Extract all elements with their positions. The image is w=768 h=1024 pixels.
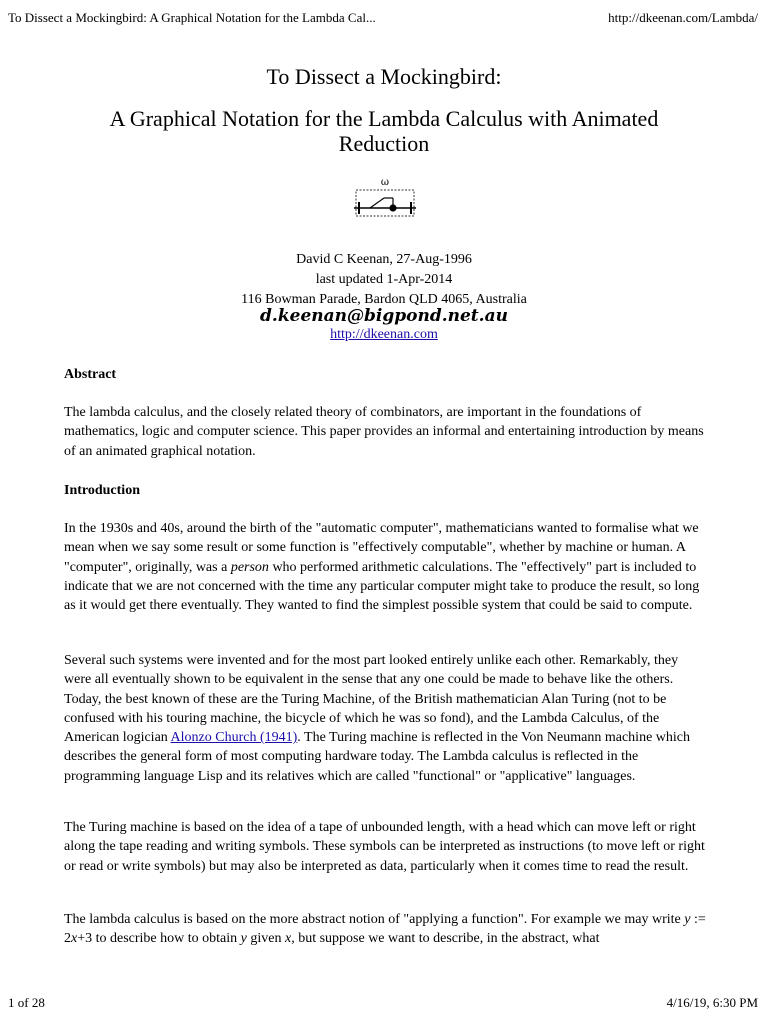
intro-paragraph-3 — [64, 818, 708, 876]
intro-p4-text-e: , but suppose we want to describe, in the abstract, what — [291, 931, 600, 947]
author-block — [0, 250, 768, 310]
intro-p3-text: The Turing machine is based on the idea of a tape of unbounded length, with a head which can move left or right along the tape reading and writing symbols. These symbols can be interpreted as instructions (to move left or right or read or write symbols) but may also be interpreted as data, particularly when it comes time to read the result. — [64, 820, 705, 874]
page-number: 1 of 28 — [8, 995, 45, 1010]
email-image: d.keenan@bigpond.net.au — [260, 306, 508, 326]
intro-p4-text-b: := 2 — [64, 912, 706, 947]
intro-p1-emphasis: person — [230, 559, 269, 575]
intro-p2-text-b: . The Turing machine is reflected in the Von Neumann machine which describes the general form of most computing hardware today. The Lambda calculus is reflected in the programming language Lisp and its relatives which are called "functional" or "applicative" languages. — [64, 730, 690, 784]
intro-p2-text-a: Several such systems were invented and for the most part looked entirely unlike each other. Remarkably, they were all eventually shown to be equivalent in the sense that any one could be made to behave like the others. Today, the best known of these are the Turing Machine, of the British mathematician Alan Turing (not to be confused with his touring machine, the bicycle of which he was so fond), and the Lambda Calculus, of the American logician — [64, 653, 679, 746]
alonzo-church-link[interactable]: Alonzo Church (1941) — [170, 730, 298, 746]
abstract-text-block — [64, 403, 708, 461]
intro-paragraph-4 — [64, 910, 708, 949]
intro-paragraph-1 — [64, 519, 708, 615]
omega-diagram — [350, 176, 420, 222]
abstract-text: The lambda calculus, and the closely related theory of combinators, are important in the foundations of mathematics, logic and computer science. This paper provides an informal and entertaining introduction by means of an animated graphical notation. — [64, 405, 704, 459]
intro-p1-text-a: In the 1930s and 40s, around the birth of the "automatic computer", mathematicians wanted to formalise what we mean when we say some result or some function is "effectively computable", whether by machine or human. A "computer", originally, was a — [64, 521, 699, 575]
intro-p4-text-a: The lambda calculus is based on the more abstract notion of "applying a function". For example we may write — [64, 912, 685, 927]
author-line: David C Keenan, 27-Aug-1996 — [296, 252, 472, 267]
intro-p4-var-x: x — [71, 931, 78, 947]
print-header-title: To Dissect a Mockingbird: A Graphical Notation for the Lambda Cal... — [8, 10, 376, 25]
intro-p4-var-y: y — [684, 912, 691, 927]
intro-p4-var-x2: x — [284, 931, 292, 947]
address-line: 116 Bowman Parade, Bardon QLD 4065, Australia — [241, 292, 527, 307]
abstract-heading: Abstract — [64, 367, 117, 382]
intro-paragraph-2 — [64, 651, 708, 786]
omega-label: ω — [380, 177, 390, 188]
print-datetime: 4/16/19, 6:30 PM — [666, 995, 758, 1010]
page-title: To Dissect a Mockingbird: — [266, 64, 502, 89]
introduction-heading: Introduction — [64, 483, 140, 498]
introduction-heading-block — [64, 481, 708, 500]
abstract-section — [64, 365, 708, 384]
print-header-url: http://dkeenan.com/Lambda/ — [608, 10, 758, 25]
intro-p4-text-d: given — [246, 931, 285, 947]
website-link[interactable]: http://dkeenan.com — [330, 327, 438, 342]
intro-p4-text-c: +3 to describe how to obtain — [77, 931, 241, 947]
updated-line: last updated 1-Apr-2014 — [315, 272, 453, 287]
page-subtitle: A Graphical Notation for the Lambda Calculus with Animated Reduction — [109, 106, 659, 156]
intro-p4-var-y2: y — [240, 931, 247, 947]
intro-p1-text-b: who performed arithmetic calculations. The "effectively" part is included to indicate that we are not concerned with the time any particular computer might take to produce the result, so long as it would get there eventually. They wanted to find the simplest possible system that could be said to compute. — [64, 559, 700, 614]
